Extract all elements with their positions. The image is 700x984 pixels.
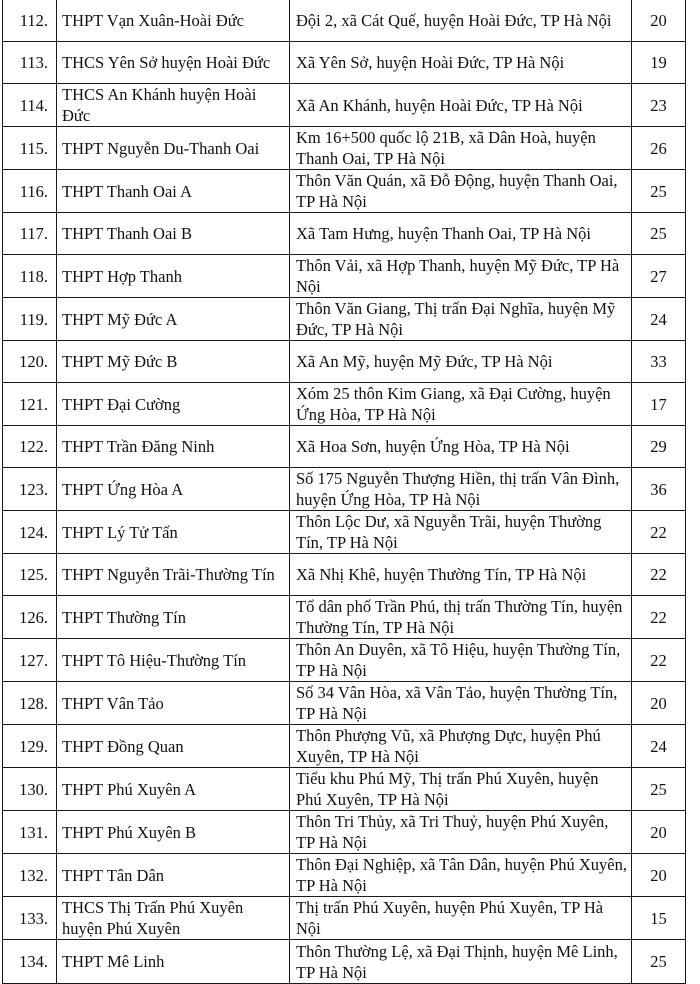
table-row — [3, 468, 686, 511]
school-count: 25 — [632, 213, 686, 255]
school-address: Thôn Lộc Dư, xã Nguyễn Trãi, huyện Thường Tín, TP Hà Nội — [290, 511, 632, 554]
school-table — [2, 0, 686, 984]
row-number: 120. — [3, 341, 57, 383]
school-count: 36 — [632, 468, 686, 511]
school-name: THPT Mỹ Đức A — [57, 298, 290, 341]
school-address: Thôn Tri Thủy, xã Tri Thuỷ, huyện Phú Xuyên, TP Hà Nội — [290, 811, 632, 854]
school-name: THPT Vân Tảo — [57, 682, 290, 725]
school-address: Xã An Mỹ, huyện Mỹ Đức, TP Hà Nội — [290, 341, 632, 383]
table-row — [3, 127, 686, 170]
table-row — [3, 682, 686, 725]
school-address: Xã An Khánh, huyện Hoài Đức, TP Hà Nội — [290, 84, 632, 127]
school-address: Số 34 Vân Hòa, xã Vân Tảo, huyện Thường Tín, TP Hà Nội — [290, 682, 632, 725]
school-count: 20 — [632, 0, 686, 42]
school-name: THPT Đại Cường — [57, 383, 290, 426]
school-count: 25 — [632, 170, 686, 213]
school-count: 20 — [632, 811, 686, 854]
school-name: THPT Nguyễn Du-Thanh Oai — [57, 127, 290, 170]
row-number: 117. — [3, 213, 57, 255]
school-name: THPT Tô Hiệu-Thường Tín — [57, 639, 290, 682]
table-row — [3, 213, 686, 255]
table-row — [3, 341, 686, 383]
table-row — [3, 255, 686, 298]
school-name: THPT Lý Tử Tấn — [57, 511, 290, 554]
table-row — [3, 940, 686, 984]
school-address: Xã Tam Hưng, huyện Thanh Oai, TP Hà Nội — [290, 213, 632, 255]
school-count: 29 — [632, 426, 686, 468]
school-name: THPT Thanh Oai B — [57, 213, 290, 255]
table-row — [3, 897, 686, 940]
school-name: THPT Thanh Oai A — [57, 170, 290, 213]
table-row — [3, 84, 686, 127]
school-name: THPT Phú Xuyên B — [57, 811, 290, 854]
table-row — [3, 768, 686, 811]
school-address: Thôn Đại Nghiệp, xã Tân Dân, huyện Phú Xuyên, TP Hà Nội — [290, 854, 632, 897]
school-count: 33 — [632, 341, 686, 383]
school-address: Km 16+500 quốc lộ 21B, xã Dân Hoà, huyện Thanh Oai, TP Hà Nội — [290, 127, 632, 170]
row-number: 130. — [3, 768, 57, 811]
school-address: Thôn Văn Giang, Thị trấn Đại Nghĩa, huyện Mỹ Đức, TP Hà Nội — [290, 298, 632, 341]
row-number: 121. — [3, 383, 57, 426]
table-row — [3, 0, 686, 42]
school-address: Thôn An Duyên, xã Tô Hiệu, huyện Thường Tín, TP Hà Nội — [290, 639, 632, 682]
school-count: 22 — [632, 596, 686, 639]
school-address: Thôn Thường Lệ, xã Đại Thịnh, huyện Mê Linh, TP Hà Nội — [290, 940, 632, 984]
table-row — [3, 554, 686, 596]
school-address: Xã Yên Sở, huyện Hoài Đức, TP Hà Nội — [290, 42, 632, 84]
school-count: 26 — [632, 127, 686, 170]
school-name: THPT Trần Đăng Ninh — [57, 426, 290, 468]
table-row — [3, 298, 686, 341]
school-count: 19 — [632, 42, 686, 84]
school-name: THCS An Khánh huyện Hoài Đức — [57, 84, 290, 127]
school-address: Số 175 Nguyễn Thượng Hiền, thị trấn Vân Đình, huyện Ứng Hòa, TP Hà Nội — [290, 468, 632, 511]
row-number: 113. — [3, 42, 57, 84]
table-row — [3, 511, 686, 554]
school-name: THPT Mê Linh — [57, 940, 290, 984]
school-address: Xã Nhị Khê, huyện Thường Tín, TP Hà Nội — [290, 554, 632, 596]
school-count: 22 — [632, 511, 686, 554]
school-count: 20 — [632, 854, 686, 897]
school-name: THCS Thị Trấn Phú Xuyên huyện Phú Xuyên — [57, 897, 290, 940]
school-name: THPT Nguyễn Trãi-Thường Tín — [57, 554, 290, 596]
row-number: 132. — [3, 854, 57, 897]
school-count: 17 — [632, 383, 686, 426]
school-count: 24 — [632, 298, 686, 341]
school-count: 25 — [632, 940, 686, 984]
table-row — [3, 383, 686, 426]
table-row — [3, 854, 686, 897]
row-number: 119. — [3, 298, 57, 341]
school-count: 15 — [632, 897, 686, 940]
table-row — [3, 42, 686, 84]
table-row — [3, 426, 686, 468]
row-number: 127. — [3, 639, 57, 682]
row-number: 128. — [3, 682, 57, 725]
school-address: Thôn Văn Quán, xã Đỗ Động, huyện Thanh Oai, TP Hà Nội — [290, 170, 632, 213]
row-number: 123. — [3, 468, 57, 511]
row-number: 118. — [3, 255, 57, 298]
school-count: 20 — [632, 682, 686, 725]
row-number: 114. — [3, 84, 57, 127]
school-name: THCS Yên Sở huyện Hoài Đức — [57, 42, 290, 84]
row-number: 122. — [3, 426, 57, 468]
row-number: 129. — [3, 725, 57, 768]
row-number: 133. — [3, 897, 57, 940]
table-row — [3, 725, 686, 768]
row-number: 116. — [3, 170, 57, 213]
row-number: 131. — [3, 811, 57, 854]
row-number: 125. — [3, 554, 57, 596]
school-count: 22 — [632, 639, 686, 682]
school-count: 27 — [632, 255, 686, 298]
school-table-body — [3, 0, 686, 984]
school-address: Xóm 25 thôn Kim Giang, xã Đại Cường, huyện Ứng Hòa, TP Hà Nội — [290, 383, 632, 426]
school-count: 22 — [632, 554, 686, 596]
school-address: Tổ dân phố Trần Phú, thị trấn Thường Tín, huyện Thường Tín, TP Hà Nội — [290, 596, 632, 639]
school-name: THPT Hợp Thanh — [57, 255, 290, 298]
school-address: Đội 2, xã Cát Quế, huyện Hoài Đức, TP Hà Nội — [290, 0, 632, 42]
row-number: 112. — [3, 0, 57, 42]
school-address: Thôn Phượng Vũ, xã Phượng Dực, huyện Phú Xuyên, TP Hà Nội — [290, 725, 632, 768]
school-name: THPT Ứng Hòa A — [57, 468, 290, 511]
school-name: THPT Mỹ Đức B — [57, 341, 290, 383]
table-row — [3, 639, 686, 682]
school-address: Tiểu khu Phú Mỹ, Thị trấn Phú Xuyên, huyện Phú Xuyên, TP Hà Nội — [290, 768, 632, 811]
school-name: THPT Phú Xuyên A — [57, 768, 290, 811]
table-row — [3, 596, 686, 639]
row-number: 126. — [3, 596, 57, 639]
row-number: 115. — [3, 127, 57, 170]
row-number: 124. — [3, 511, 57, 554]
school-count: 24 — [632, 725, 686, 768]
school-name: THPT Thường Tín — [57, 596, 290, 639]
school-count: 25 — [632, 768, 686, 811]
school-address: Thôn Vải, xã Hợp Thanh, huyện Mỹ Đức, TP Hà Nội — [290, 255, 632, 298]
table-row — [3, 170, 686, 213]
school-address: Thị trấn Phú Xuyên, huyện Phú Xuyên, TP Hà Nội — [290, 897, 632, 940]
school-name: THPT Đồng Quan — [57, 725, 290, 768]
school-address: Xã Hoa Sơn, huyện Ứng Hòa, TP Hà Nội — [290, 426, 632, 468]
row-number: 134. — [3, 940, 57, 984]
school-name: THPT Vạn Xuân-Hoài Đức — [57, 0, 290, 42]
school-name: THPT Tân Dân — [57, 854, 290, 897]
school-count: 23 — [632, 84, 686, 127]
table-row — [3, 811, 686, 854]
